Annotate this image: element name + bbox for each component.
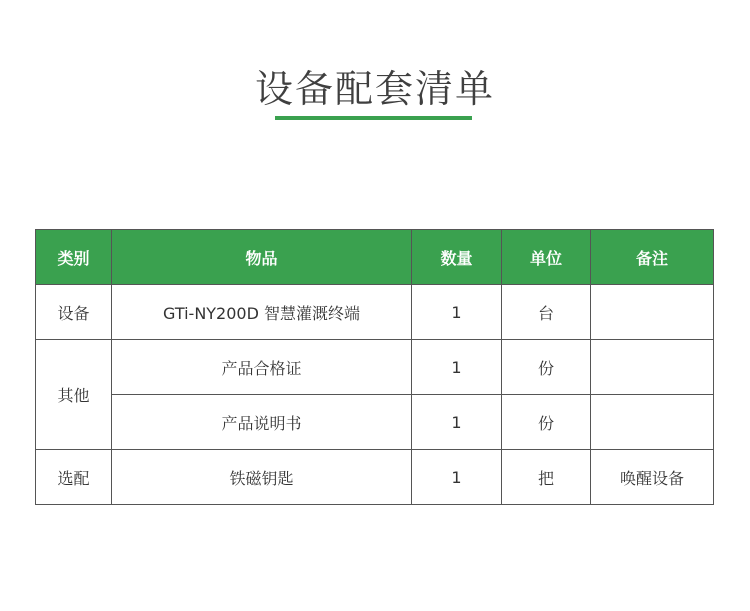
header-note: 备注 (591, 230, 714, 285)
table-row (36, 285, 714, 340)
cell-item: 产品合格证 (112, 340, 412, 395)
cell-quantity: 1 (412, 450, 502, 505)
cell-item: 产品说明书 (112, 395, 412, 450)
cell-category: 其他 (36, 340, 112, 450)
cell-unit: 台 (502, 285, 591, 340)
header-category: 类别 (36, 230, 112, 285)
header-quantity: 数量 (412, 230, 502, 285)
cell-quantity: 1 (412, 340, 502, 395)
cell-note (591, 285, 714, 340)
table-header-row (36, 230, 714, 285)
table-row (36, 395, 714, 450)
cell-item: GTi-NY200D 智慧灌溉终端 (112, 285, 412, 340)
table-row (36, 340, 714, 395)
cell-category: 设备 (36, 285, 112, 340)
cell-unit: 把 (502, 450, 591, 505)
cell-unit: 份 (502, 395, 591, 450)
cell-note (591, 340, 714, 395)
cell-quantity: 1 (412, 285, 502, 340)
header-item: 物品 (112, 230, 412, 285)
cell-note: 唤醒设备 (591, 450, 714, 505)
header-unit: 单位 (502, 230, 591, 285)
packing-list-table (35, 229, 714, 505)
cell-category: 选配 (36, 450, 112, 505)
cell-note (591, 395, 714, 450)
table-row (36, 450, 714, 505)
cell-unit: 份 (502, 340, 591, 395)
title-underline (275, 116, 472, 120)
cell-quantity: 1 (412, 395, 502, 450)
page-title: 设备配套清单 (254, 67, 495, 111)
cell-item: 铁磁钥匙 (112, 450, 412, 505)
